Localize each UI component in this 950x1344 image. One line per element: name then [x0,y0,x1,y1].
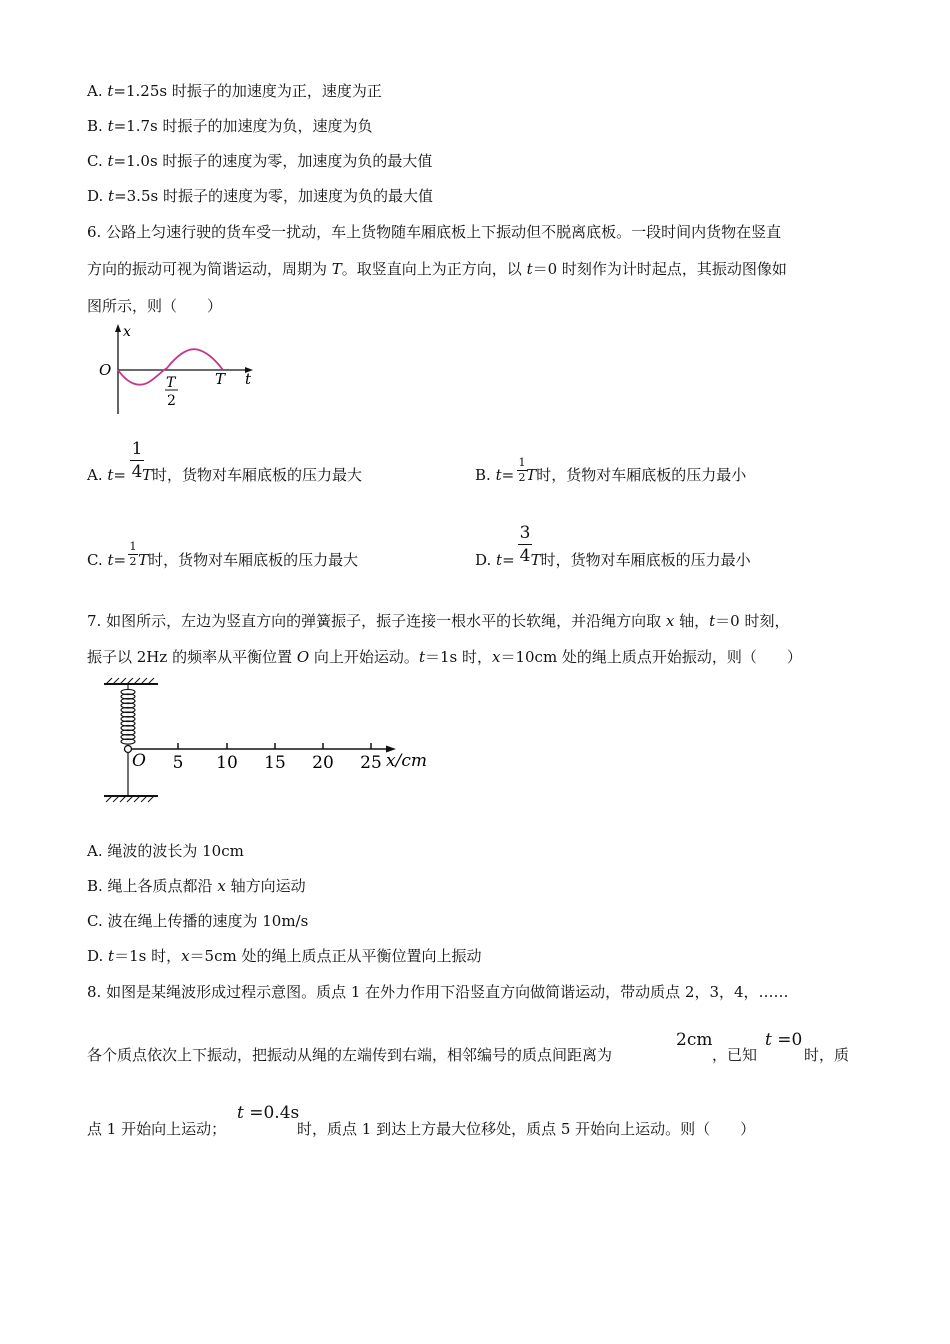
variable-t: t [107,466,114,484]
option-letter: D. [475,551,497,569]
fraction-denominator: 2 [129,555,137,568]
tick-label: 15 [264,753,286,773]
text: 7. 如图所示，左边为竖直方向的弹簧振子，振子连接一根水平的长软绳，并沿绳方向取 [87,612,666,630]
oscillator-ball [125,746,132,753]
text: ＝1s 时， [424,648,492,666]
text: ＝5cm 处的绳上质点正从平衡位置向上振动 [189,947,482,965]
origin-label: O [132,751,146,771]
option-text: =1.25s 时振子的加速度为正，速度为正 [113,82,382,100]
text: ＝1s 时， [114,947,182,965]
variable-x: x [665,612,675,630]
q8-stem-line1: 8. 如图是某绳波形成过程示意图。质点 1 在外力作用下沿竖直方向做简谐运动，带动质点 2，3，4，…… [87,983,789,1001]
text: 方向的振动可视为简谐运动，周期为 [87,260,332,278]
text: 振子以 2Hz 的频率从平衡位置 [87,648,297,666]
tick-label: 5 [172,753,184,773]
origin-label: O [99,361,112,379]
q7-option-c: C. 波在绳上传播的速度为 10m/s [87,912,309,930]
variable-T: T [331,260,342,278]
q6-option-b [475,465,746,485]
q6-stem-line2 [87,259,787,279]
q8-stem-line2: 各个质点依次上下振动，把振动从绳的左端传到右端，相邻编号的质点间距离为 [87,1046,613,1064]
option-text: =3.5s 时振子的速度为零，加速度为负的最大值 [114,187,433,205]
q8-t-point-four [237,1103,299,1123]
text: D. [87,947,109,965]
variable-T: T [138,551,149,569]
x-axis-label: x [123,324,131,340]
text: 。取竖直向上为正方向，以 [341,260,527,278]
floor-support [104,796,158,802]
option-letter: C. [87,152,108,170]
fraction-denominator: 4 [131,462,143,482]
variable-t: t [496,551,503,569]
axis-ticks [178,743,371,749]
text: ＝0 时刻作为计时起点，其振动图像如 [532,260,787,278]
text: ＝0 时刻， [715,612,790,630]
text: 轴方向运动 [225,877,306,895]
text: 向上开始运动。 [309,648,419,666]
option-text: =1.0s 时振子的速度为零，加速度为负的最大值 [113,152,433,170]
q7-option-b [87,876,306,896]
variable-t: t [526,260,533,278]
variable-t: t [108,947,115,965]
option-letter: A. [87,466,108,484]
period-label: T [215,370,226,388]
option-text: 时，货物对车厢底板的压力最大 [148,551,359,569]
variable-t: t [107,117,114,135]
q7-option-a: A. 绳波的波长为 10cm [87,842,244,860]
variable-t: t [107,152,114,170]
fraction-one-half [128,540,138,569]
variable-O: O [296,648,310,666]
variable-t: t [108,187,115,205]
equals-sign: = [113,551,127,569]
q7-stem-line1 [87,611,789,631]
fraction-numerator: 1 [518,456,526,469]
fraction-one-quarter [130,438,144,483]
variable-T: T [141,466,152,484]
x-axis-arrow [115,324,121,332]
spring [121,684,135,746]
equals-sign: = [502,551,515,569]
variable-t: t [765,1030,772,1050]
option-letter: A. [87,82,108,100]
q5-option-c [87,151,432,171]
q8-distance-value: 2cm [676,1030,713,1050]
option-text: 时，货物对车厢底板的压力最大 [152,466,363,484]
q5-option-d [87,186,433,206]
variable-T: T [530,551,541,569]
tick-label: 20 [312,753,334,773]
equation-value: =0 [771,1030,803,1050]
q8-stem-line3-a: 点 1 开始向上运动； [87,1120,227,1138]
q6-option-a [87,465,362,485]
tick-label: 10 [216,753,238,773]
fraction-numerator: 3 [519,523,531,543]
option-letter: B. [87,117,108,135]
text: B. 绳上各质点都沿 [87,877,218,895]
variable-T: T [526,466,537,484]
fraction-numerator: 1 [131,439,143,459]
fraction-denominator: 4 [519,546,531,566]
q8-stem-line3-b: 时，质点 1 到达上方最大位移处，质点 5 开始向上运动。则（ ） [297,1120,756,1138]
axis-unit-label: x/cm [386,751,427,771]
text: ＝10cm 处的绳上质点开始振动，则（ ） [500,648,802,666]
q6-option-d [475,550,751,570]
variable-t: t [418,648,425,666]
q7-stem-line2 [87,647,802,667]
q6-vibration-graph [95,322,265,417]
q5-option-a [87,81,382,101]
q7-spring-rope-figure [98,676,438,806]
equals-sign: = [113,466,126,484]
fraction-one-half [517,456,527,485]
q8-stem-line2-c: 时，质 [804,1046,850,1064]
variable-t: t [495,466,502,484]
option-text: 时，货物对车厢底板的压力最小 [540,551,751,569]
tick-label: 25 [360,753,382,773]
variable-x: x [217,877,226,895]
option-text: =1.7s 时振子的加速度为负，速度为负 [113,117,373,135]
variable-t: t [709,612,716,630]
q8-t-zero [765,1030,802,1050]
variable-x: x [491,648,501,666]
option-text: 时，货物对车厢底板的压力最小 [536,466,747,484]
q6-stem-line3: 图所示，则（ ） [87,297,223,315]
equation-value: =0.4s [243,1103,300,1123]
option-letter: B. [475,466,496,484]
q6-stem-line1: 6. 公路上匀速行驶的货车受一扰动，车上货物随车厢底板上下振动但不脱离底板。一段时间内货物在竖直 [87,223,782,241]
option-letter: C. [87,551,108,569]
q7-option-d [87,946,482,966]
half-period-denominator: 2 [167,393,176,409]
variable-t: t [107,551,114,569]
variable-x: x [181,947,190,965]
half-period-numerator: T [166,375,176,391]
fraction-numerator: 1 [129,540,137,553]
equals-sign: = [501,466,515,484]
option-letter: D. [87,187,109,205]
q8-stem-line2-b: ，已知 [712,1046,758,1064]
fraction-denominator: 2 [518,471,526,484]
ceiling-support [104,678,158,684]
q5-option-b [87,116,373,136]
text: 轴， [674,612,710,630]
variable-t: t [237,1103,244,1123]
variable-t: t [107,82,114,100]
t-axis-label: t [245,370,252,388]
fraction-three-quarters [518,522,532,567]
